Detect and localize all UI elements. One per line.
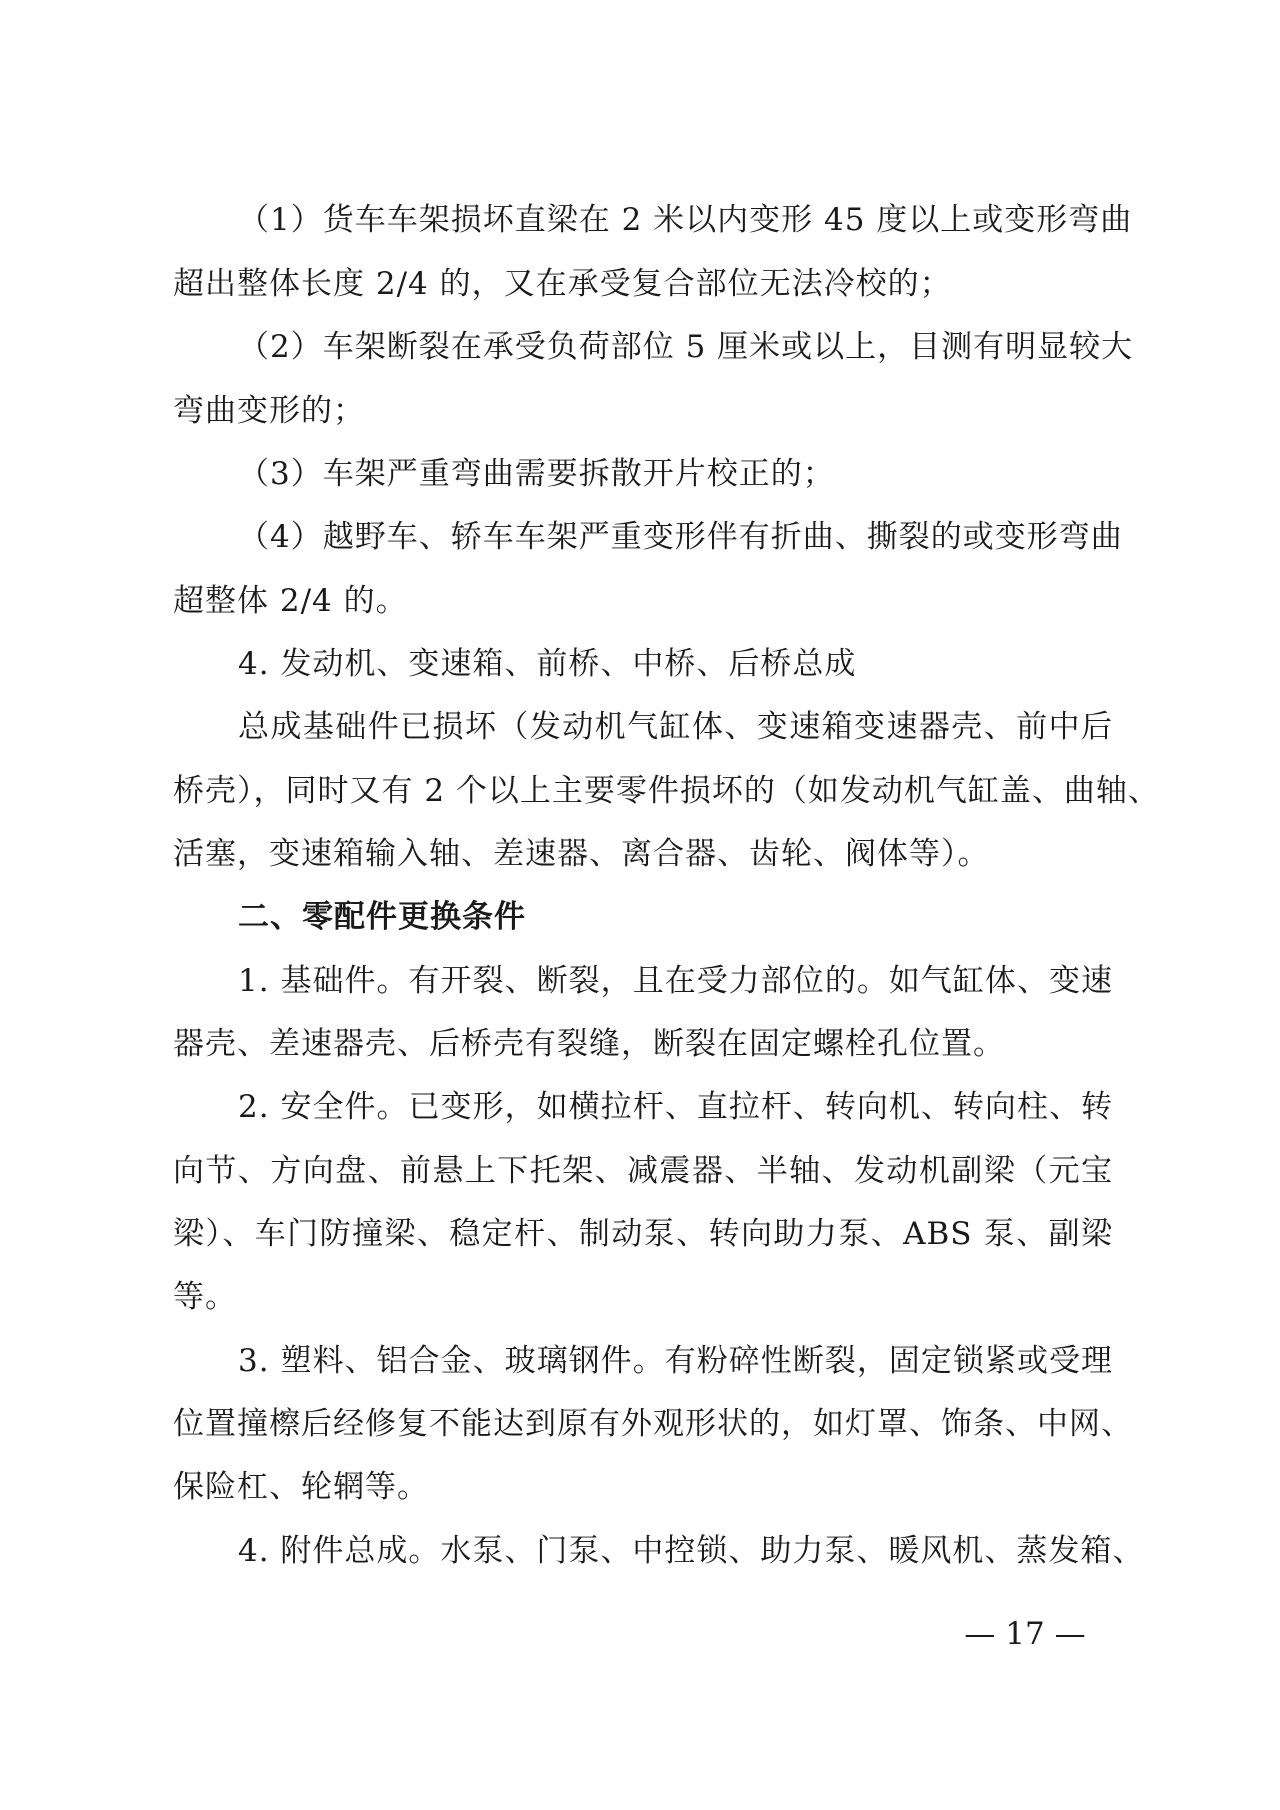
list-item-line: 4. 附件总成。水泵、门泵、中控锁、助力泵、暖风机、蒸发箱、	[238, 1533, 1145, 1569]
paragraph-line: （2）车架断裂在承受负荷部位 5 厘米或以上，目测有明显较大	[238, 329, 1134, 365]
paragraph-line: （1）货车车架损坏直梁在 2 米以内变形 45 度以上或变形弯曲	[238, 202, 1133, 238]
paragraph-line: 弯曲变形的；	[173, 393, 365, 429]
paragraph-line: 超整体 2/4 的。	[173, 583, 408, 619]
list-item-line: 等。	[173, 1279, 237, 1315]
paragraph-line: （4）越野车、轿车车架严重变形伴有折曲、撕裂的或变形弯曲	[238, 519, 1123, 555]
paragraph-line: 桥壳），同时又有 2 个以上主要零件损坏的（如发动机气缸盖、曲轴、	[173, 773, 1160, 809]
paragraph-line: （3）车架严重弯曲需要拆散开片校正的；	[238, 456, 835, 492]
list-item-line: 1. 基础件。有开裂、断裂，且在受力部位的。如气缸体、变速	[238, 963, 1113, 999]
paragraph-line: 4. 发动机、变速箱、前桥、中桥、后桥总成	[238, 646, 857, 682]
list-item-line: 梁）、车门防撞梁、稳定杆、制动泵、转向助力泵、ABS 泵、副梁	[173, 1216, 1113, 1252]
page-number: — 17 —	[964, 1616, 1086, 1652]
paragraph-line: 总成基础件已损坏（发动机气缸体、变速箱变速器壳、前中后	[238, 709, 1113, 745]
list-item-line: 2. 安全件。已变形，如横拉杆、直拉杆、转向机、转向柱、转	[238, 1089, 1113, 1125]
list-item-line: 3. 塑料、铝合金、玻璃钢件。有粉碎性断裂，固定锁紧或受理	[238, 1343, 1113, 1379]
paragraph-line: 活塞，变速箱输入轴、差速器、离合器、齿轮、阀体等）。	[173, 836, 990, 872]
list-item-line: 位置撞檫后经修复不能达到原有外观形状的，如灯罩、饰条、中网、	[173, 1406, 1133, 1442]
section-heading: 二、零配件更换条件	[238, 899, 526, 935]
list-item-line: 向节、方向盘、前悬上下托架、减震器、半轴、发动机副梁（元宝	[173, 1153, 1113, 1189]
paragraph-line: 超出整体长度 2/4 的，又在承受复合部位无法冷校的；	[173, 266, 952, 302]
list-item-line: 器壳、差速器壳、后桥壳有裂缝，断裂在固定螺栓孔位置。	[173, 1026, 1005, 1062]
list-item-line: 保险杠、轮辋等。	[173, 1469, 429, 1505]
